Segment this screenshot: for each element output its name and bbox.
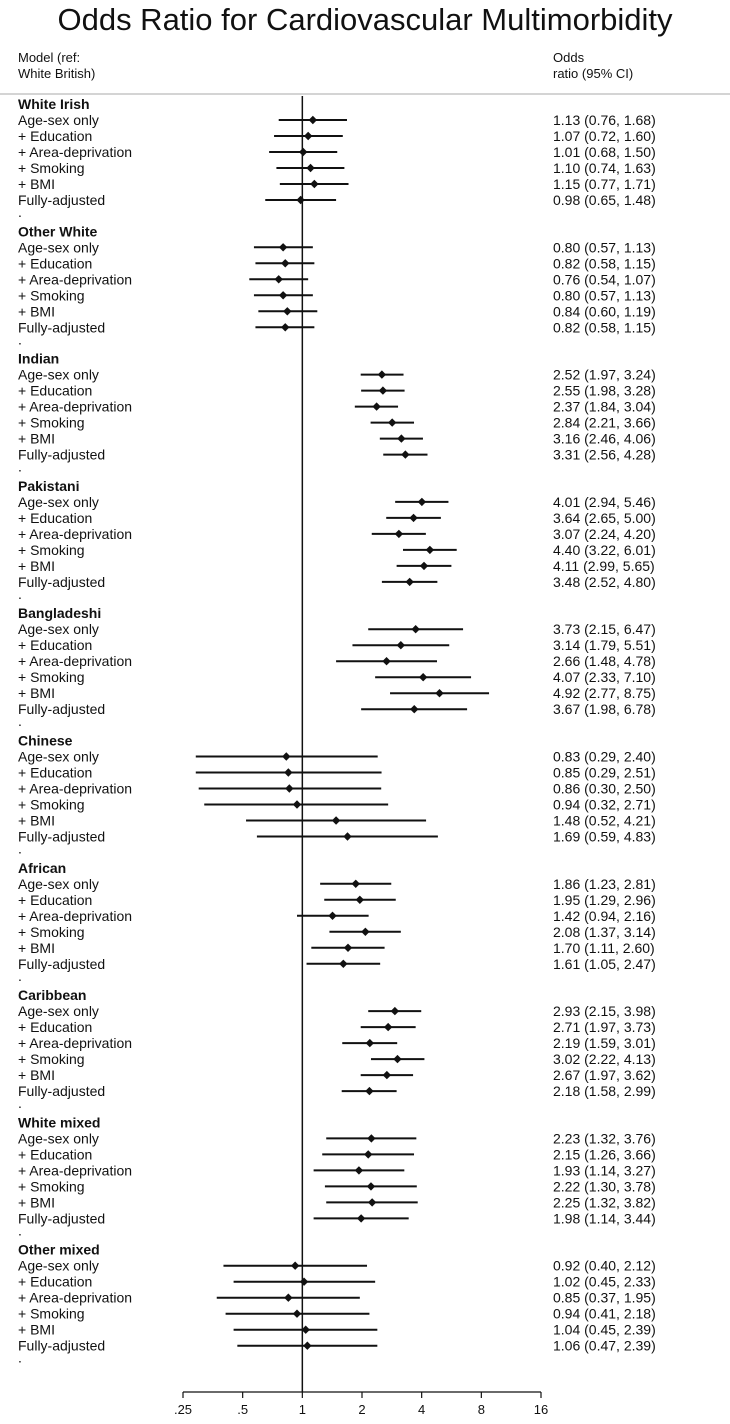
or-marker <box>395 530 403 538</box>
model-label: Fully-adjusted <box>18 701 106 718</box>
or-marker <box>367 1134 375 1142</box>
or-ci-text: 1.70 (1.11, 2.60) <box>553 939 655 956</box>
or-ci-text: 2.15 (1.26, 3.66) <box>553 1146 656 1163</box>
left-header-line-2: White British) <box>18 66 96 81</box>
model-label: + Education <box>18 764 93 781</box>
or-ci-text: 2.66 (1.48, 4.78) <box>553 653 656 670</box>
model-label: Fully-adjusted <box>18 446 106 463</box>
model-label: + Education <box>18 1146 93 1163</box>
or-ci-text: 1.69 (0.59, 4.83) <box>553 828 656 845</box>
or-ci-text: 2.37 (1.84, 3.04) <box>553 398 656 415</box>
or-marker <box>299 148 307 156</box>
group-1 <box>18 223 656 347</box>
or-marker <box>361 928 369 936</box>
or-ci-text: 1.42 (0.94, 2.16) <box>553 907 656 924</box>
or-marker <box>304 132 312 140</box>
or-ci-text: 3.02 (2.22, 4.13) <box>553 1051 656 1068</box>
or-ci-text: 3.67 (1.98, 6.78) <box>553 701 656 718</box>
or-marker <box>282 752 290 760</box>
model-label: + Education <box>18 1273 93 1290</box>
or-ci-text: 1.02 (0.45, 2.33) <box>553 1273 656 1290</box>
or-ci-text: 0.80 (0.57, 1.13) <box>553 239 656 256</box>
group-title: White Irish <box>18 96 90 112</box>
model-label: + BMI <box>18 303 55 320</box>
model-label: + Area-deprivation <box>18 144 133 160</box>
model-label: + Education <box>18 891 93 908</box>
or-marker <box>379 386 387 394</box>
model-label: + BMI <box>18 812 55 829</box>
group-separator: . <box>18 1095 22 1112</box>
or-ci-text: 1.98 (1.14, 3.44) <box>553 1210 656 1227</box>
x-axis-ticks <box>174 1392 548 1417</box>
model-label: + Area-deprivation <box>18 907 133 924</box>
group-3 <box>18 478 656 602</box>
or-ci-text: 0.86 (0.30, 2.50) <box>553 780 656 797</box>
or-ci-text: 1.04 (0.45, 2.39) <box>553 1321 656 1338</box>
x-tick-label: 8 <box>477 1402 485 1417</box>
or-marker <box>366 1039 374 1047</box>
model-label: + Smoking <box>18 160 85 176</box>
or-marker <box>426 546 434 554</box>
model-label: + Area-deprivation <box>18 1035 133 1052</box>
group-title: White mixed <box>18 1114 101 1131</box>
or-marker <box>397 641 405 649</box>
model-label: + Smoking <box>18 541 85 558</box>
or-ci-text: 1.86 (1.23, 2.81) <box>553 875 656 892</box>
or-marker <box>397 434 405 442</box>
or-ci-text: 4.92 (2.77, 8.75) <box>553 685 656 702</box>
model-label: + Area-deprivation <box>18 653 133 670</box>
or-marker <box>281 259 289 267</box>
or-marker <box>291 1262 299 1270</box>
or-marker <box>418 498 426 506</box>
or-marker <box>409 514 417 522</box>
model-label: + Area-deprivation <box>18 780 133 797</box>
or-ci-text: 2.25 (1.32, 3.82) <box>553 1194 656 1211</box>
or-ci-text: 0.84 (0.60, 1.19) <box>553 303 656 320</box>
or-marker <box>285 784 293 792</box>
x-tick-label: 1 <box>298 1402 306 1417</box>
model-label: Fully-adjusted <box>18 573 106 590</box>
or-marker <box>344 944 352 952</box>
or-ci-text: 1.07 (0.72, 1.60) <box>553 128 656 144</box>
right-header-line-2: ratio (95% CI) <box>553 66 634 81</box>
group-separator: . <box>18 713 22 730</box>
model-label: + Smoking <box>18 1305 85 1322</box>
or-ci-text: 4.01 (2.94, 5.46) <box>553 493 656 510</box>
or-ci-text: 0.82 (0.58, 1.15) <box>553 319 656 336</box>
model-label: Age-sex only <box>18 1130 99 1147</box>
or-ci-text: 1.01 (0.68, 1.50) <box>553 144 656 160</box>
group-separator: . <box>18 585 22 602</box>
or-marker <box>419 673 427 681</box>
group-title: Chinese <box>18 732 73 749</box>
or-marker <box>279 243 287 251</box>
or-ci-text: 1.13 (0.76, 1.68) <box>553 112 656 128</box>
group-title: Indian <box>18 350 60 367</box>
group-title: Pakistani <box>18 477 80 494</box>
or-marker <box>303 1342 311 1350</box>
or-ci-text: 2.52 (1.97, 3.24) <box>553 366 656 383</box>
or-marker <box>281 323 289 331</box>
or-ci-text: 0.83 (0.29, 2.40) <box>553 748 656 765</box>
or-marker <box>293 800 301 808</box>
model-label: + Smoking <box>18 414 85 431</box>
or-ci-text: 0.98 (0.65, 1.48) <box>553 192 656 208</box>
or-marker <box>296 196 304 204</box>
or-marker <box>310 180 318 188</box>
x-tick-label: .25 <box>173 1402 193 1417</box>
or-marker <box>352 880 360 888</box>
x-tick-label: 16 <box>533 1402 549 1417</box>
model-label: Age-sex only <box>18 112 99 128</box>
or-marker <box>332 816 340 824</box>
model-label: + BMI <box>18 557 55 574</box>
group-title: Other mixed <box>18 1241 100 1258</box>
or-marker <box>355 1166 363 1174</box>
model-label: + Smoking <box>18 796 85 813</box>
model-label: Age-sex only <box>18 366 99 383</box>
or-ci-text: 0.94 (0.41, 2.18) <box>553 1305 656 1322</box>
or-ci-text: 0.80 (0.57, 1.13) <box>553 287 656 304</box>
chart-title: Odds Ratio for Cardiovascular Multimorbidity <box>57 2 673 37</box>
group-title: Caribbean <box>18 987 87 1004</box>
or-ci-text: 2.67 (1.97, 3.62) <box>553 1067 656 1084</box>
model-label: Age-sex only <box>18 1003 99 1020</box>
model-label: Age-sex only <box>18 1257 99 1274</box>
or-ci-text: 3.16 (2.46, 4.06) <box>553 430 656 447</box>
or-marker <box>382 657 390 665</box>
or-marker <box>328 912 336 920</box>
model-label: + BMI <box>18 685 55 702</box>
model-label: Fully-adjusted <box>18 955 106 972</box>
or-marker <box>368 1198 376 1206</box>
or-marker <box>411 625 419 633</box>
or-marker <box>283 307 291 315</box>
model-label: + Education <box>18 1019 93 1036</box>
model-label: + Education <box>18 382 93 399</box>
model-label: Fully-adjusted <box>18 1337 106 1354</box>
or-ci-text: 4.11 (2.99, 5.65) <box>553 557 655 574</box>
group-title: Bangladeshi <box>18 605 102 622</box>
model-label: + Education <box>18 509 93 526</box>
model-label: Fully-adjusted <box>18 192 106 208</box>
or-ci-text: 3.48 (2.52, 4.80) <box>553 573 656 590</box>
group-8 <box>18 1114 656 1238</box>
model-label: Fully-adjusted <box>18 319 106 336</box>
or-marker <box>284 1294 292 1302</box>
or-marker <box>343 832 351 840</box>
model-label: + Education <box>18 637 93 654</box>
model-label: + Education <box>18 128 93 144</box>
group-7 <box>18 987 656 1111</box>
group-0 <box>18 96 656 220</box>
model-label: + BMI <box>18 939 55 956</box>
or-marker <box>309 116 317 124</box>
group-separator: . <box>18 458 22 475</box>
model-label: Age-sex only <box>18 493 99 510</box>
or-marker <box>383 1071 391 1079</box>
or-marker <box>378 370 386 378</box>
or-marker <box>339 960 347 968</box>
model-label: + BMI <box>18 1194 55 1211</box>
model-label: + Area-deprivation <box>18 525 133 542</box>
or-ci-text: 3.07 (2.24, 4.20) <box>553 525 656 542</box>
model-label: Age-sex only <box>18 621 99 638</box>
group-separator: . <box>18 204 22 220</box>
x-tick-label: 4 <box>418 1402 426 1417</box>
or-marker <box>356 896 364 904</box>
or-ci-text: 0.82 (0.58, 1.15) <box>553 255 656 272</box>
group-title: Other White <box>18 223 98 240</box>
or-ci-text: 0.92 (0.40, 2.12) <box>553 1257 656 1274</box>
model-label: Age-sex only <box>18 875 99 892</box>
right-header-line-1: Odds <box>553 50 585 65</box>
left-header-line-1: Model (ref: <box>18 50 81 65</box>
or-ci-text: 2.55 (1.98, 3.28) <box>553 382 656 399</box>
or-ci-text: 1.06 (0.47, 2.39) <box>553 1337 656 1354</box>
or-ci-text: 2.23 (1.32, 3.76) <box>553 1130 656 1147</box>
model-label: + BMI <box>18 1321 55 1338</box>
group-separator: . <box>18 967 22 984</box>
model-label: + BMI <box>18 1067 55 1084</box>
or-marker <box>384 1023 392 1031</box>
or-ci-text: 0.85 (0.37, 1.95) <box>553 1289 656 1306</box>
or-ci-text: 3.14 (1.79, 5.51) <box>553 637 656 654</box>
or-marker <box>300 1278 308 1286</box>
model-label: + Education <box>18 255 93 272</box>
or-ci-text: 2.93 (2.15, 3.98) <box>553 1003 656 1020</box>
or-marker <box>401 450 409 458</box>
model-label: + Area-deprivation <box>18 1289 133 1306</box>
or-ci-text: 1.93 (1.14, 3.27) <box>553 1162 656 1179</box>
model-label: Fully-adjusted <box>18 828 106 845</box>
model-label: Fully-adjusted <box>18 1083 106 1100</box>
or-ci-text: 3.31 (2.56, 4.28) <box>553 446 656 463</box>
model-label: + Smoking <box>18 669 85 686</box>
group-6 <box>18 860 656 984</box>
group-9 <box>18 1242 656 1366</box>
or-marker <box>435 689 443 697</box>
or-marker <box>391 1007 399 1015</box>
model-label: + Smoking <box>18 287 85 304</box>
or-ci-text: 2.22 (1.30, 3.78) <box>553 1178 656 1195</box>
model-label: + BMI <box>18 430 55 447</box>
model-label: + Area-deprivation <box>18 398 133 415</box>
or-marker <box>393 1055 401 1063</box>
or-ci-text: 3.73 (2.15, 6.47) <box>553 621 656 638</box>
or-marker <box>410 705 418 713</box>
or-ci-text: 0.85 (0.29, 2.51) <box>553 764 656 781</box>
or-ci-text: 2.71 (1.97, 3.73) <box>553 1019 656 1036</box>
model-label: Age-sex only <box>18 748 99 765</box>
or-marker <box>293 1310 301 1318</box>
model-label: + Smoking <box>18 923 85 940</box>
or-marker <box>365 1087 373 1095</box>
or-marker <box>275 275 283 283</box>
x-tick-label: 2 <box>358 1402 366 1417</box>
group-title: African <box>18 859 67 876</box>
or-marker <box>405 578 413 586</box>
or-marker <box>364 1150 372 1158</box>
or-ci-text: 0.94 (0.32, 2.71) <box>553 796 656 813</box>
model-label: + Smoking <box>18 1051 85 1068</box>
model-label: + Smoking <box>18 1178 85 1195</box>
or-marker <box>420 562 428 570</box>
or-marker <box>388 418 396 426</box>
or-ci-text: 4.40 (3.22, 6.01) <box>553 541 656 558</box>
or-ci-text: 1.61 (1.05, 2.47) <box>553 955 656 972</box>
or-ci-text: 2.84 (2.21, 3.66) <box>553 414 656 431</box>
or-marker <box>372 402 380 410</box>
group-separator: . <box>18 1222 22 1239</box>
model-label: Fully-adjusted <box>18 1210 106 1227</box>
or-marker <box>279 291 287 299</box>
or-ci-text: 2.08 (1.37, 3.14) <box>553 923 656 940</box>
or-ci-text: 1.48 (0.52, 4.21) <box>553 812 656 829</box>
model-label: + Area-deprivation <box>18 1162 133 1179</box>
or-marker <box>367 1182 375 1190</box>
or-marker <box>357 1214 365 1222</box>
group-separator: . <box>18 840 22 857</box>
or-ci-text: 2.18 (1.58, 2.99) <box>553 1083 656 1100</box>
or-ci-text: 1.95 (1.29, 2.96) <box>553 891 656 908</box>
group-separator: . <box>18 1349 22 1366</box>
or-ci-text: 2.19 (1.59, 3.01) <box>553 1035 656 1052</box>
group-4 <box>18 605 656 729</box>
group-5 <box>18 733 656 857</box>
model-label: + Area-deprivation <box>18 271 133 288</box>
model-label: Age-sex only <box>18 239 99 256</box>
or-marker <box>306 164 314 172</box>
or-ci-text: 1.10 (0.74, 1.63) <box>553 160 656 176</box>
or-ci-text: 4.07 (2.33, 7.10) <box>553 669 656 686</box>
or-ci-text: 1.15 (0.77, 1.71) <box>553 176 656 192</box>
x-tick-label: .5 <box>237 1402 249 1417</box>
rows-layer <box>18 96 656 1366</box>
model-label: + BMI <box>18 176 55 192</box>
or-ci-text: 0.76 (0.54, 1.07) <box>553 271 656 288</box>
or-ci-text: 3.64 (2.65, 5.00) <box>553 509 656 526</box>
or-marker <box>284 768 292 776</box>
group-2 <box>18 351 656 475</box>
group-separator: . <box>18 331 22 348</box>
